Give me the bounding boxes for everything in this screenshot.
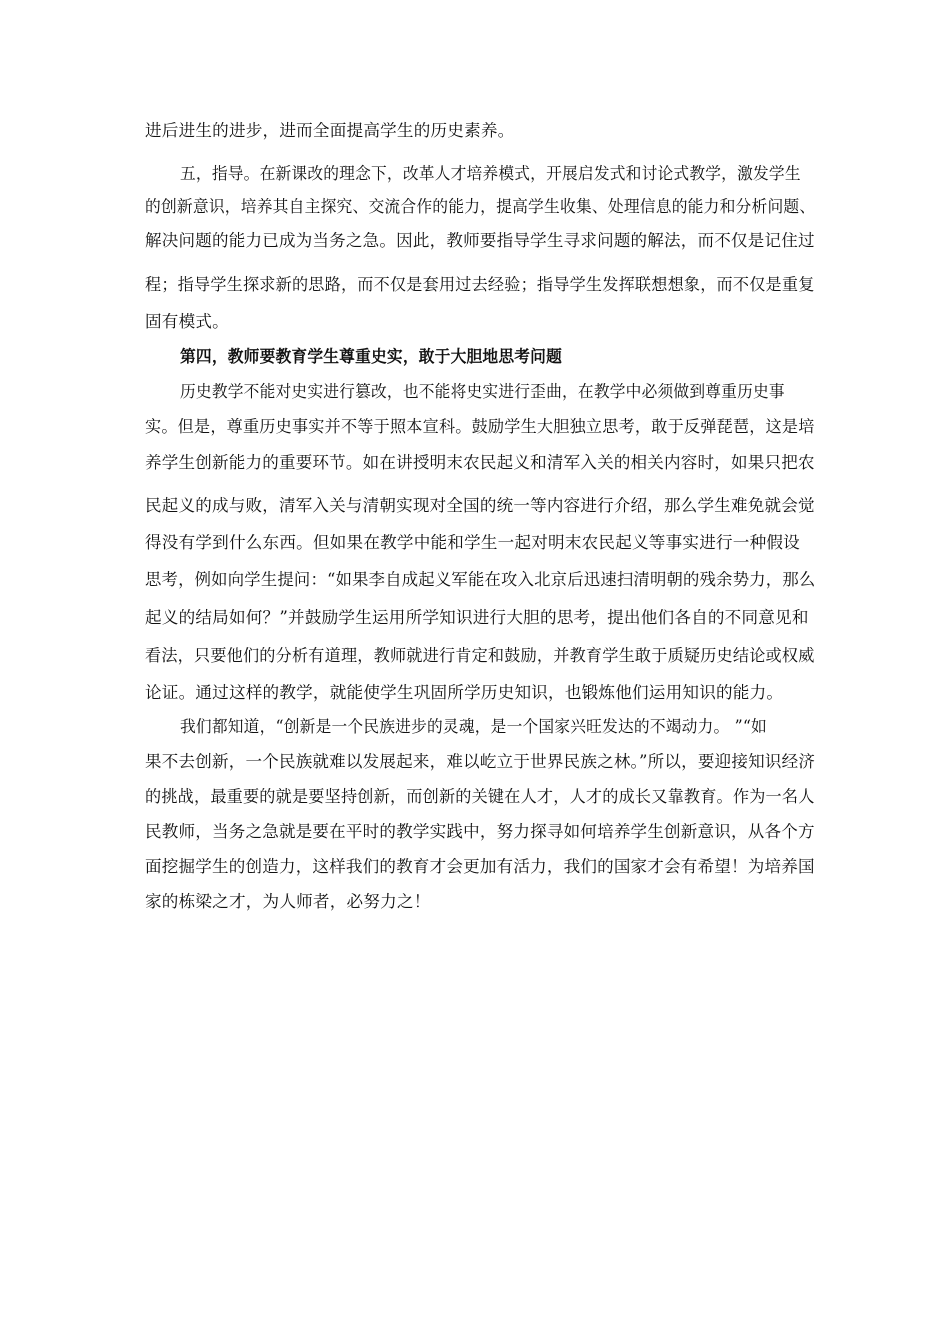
paragraph-line: 解决问题的能力已成为当务之急。因此，教师要指导学生寻求问题的解法，而不仅是记住过 bbox=[145, 231, 815, 250]
paragraph-line: 的挑战，最重要的就是要坚持创新，而创新的关键在人才，人才的成长又靠教育。作为一名人 bbox=[145, 787, 815, 806]
paragraph-line: 民起义的成与败，清军入关与清朝实现对全国的统一等内容进行介绍，那么学生难免就会觉 bbox=[145, 496, 815, 515]
paragraph-line: 思考，例如向学生提问：“如果李自成起义军能在攻入北京后迅速扫清明朝的残余势力，那么 bbox=[145, 570, 816, 589]
paragraph-line: 我们都知道，“创新是一个民族进步的灵魂，是一个国家兴旺发达的不竭动力。 ”“如 bbox=[180, 717, 767, 736]
paragraph-line: 面挖掘学生的创造力，这样我们的教育才会更加有活力，我们的国家才会有希望！为培养国 bbox=[145, 857, 815, 876]
paragraph-line: 实。但是，尊重历史事实并不等于照本宣科。鼓励学生大胆独立思考，敢于反弹琵琶，这是培 bbox=[145, 417, 815, 436]
paragraph-line: 五，指导。在新课改的理念下，改革人才培养模式，开展启发式和讨论式教学，激发学生 bbox=[180, 164, 801, 183]
paragraph-line: 民教师，当务之急就是要在平时的教学实践中，努力探寻如何培养学生创新意识，从各个方 bbox=[145, 822, 815, 841]
paragraph-line: 看法，只要他们的分析有道理，教师就进行肯定和鼓励，并教育学生敢于质疑历史结论或权威 bbox=[145, 646, 815, 665]
paragraph-line: 得没有学到什么东西。但如果在教学中能和学生一起对明末农民起义等事实进行一种假设 bbox=[145, 533, 800, 552]
paragraph-line: 养学生创新能力的重要环节。如在讲授明末农民起义和清军入关的相关内容时，如果只把农 bbox=[145, 453, 815, 472]
paragraph-line: 起义的结局如何？”并鼓励学生运用所学知识进行大胆的思考，提出他们各自的不同意见和 bbox=[145, 608, 809, 627]
paragraph-line: 的创新意识，培养其自主探究、交流合作的能力，提高学生收集、处理信息的能力和分析问题、 bbox=[145, 197, 816, 216]
paragraph-line: 程；指导学生探求新的思路，而不仅是套用过去经验；指导学生发挥联想想象，而不仅是重复 bbox=[145, 275, 815, 294]
paragraph-line: 果不去创新，一个民族就难以发展起来，难以屹立于世界民族之林。”所以，要迎接知识经济 bbox=[145, 752, 816, 771]
paragraph-line: 家的栋梁之才，为人师者，必努力之！ bbox=[145, 892, 431, 911]
paragraph-line: 历史教学不能对史实进行篡改，也不能将史实进行歪曲，在教学中必须做到尊重历史事 bbox=[180, 382, 785, 401]
paragraph-line: 进后进生的进步，进而全面提高学生的历史素养。 bbox=[145, 121, 515, 140]
section-heading: 第四，教师要教育学生尊重史实，敢于大胆地思考问题 bbox=[180, 346, 563, 366]
paragraph-line: 固有模式。 bbox=[145, 312, 229, 331]
paragraph-line: 论证。通过这样的教学，就能使学生巩固所学历史知识，也锻炼他们运用知识的能力。 bbox=[145, 683, 784, 702]
